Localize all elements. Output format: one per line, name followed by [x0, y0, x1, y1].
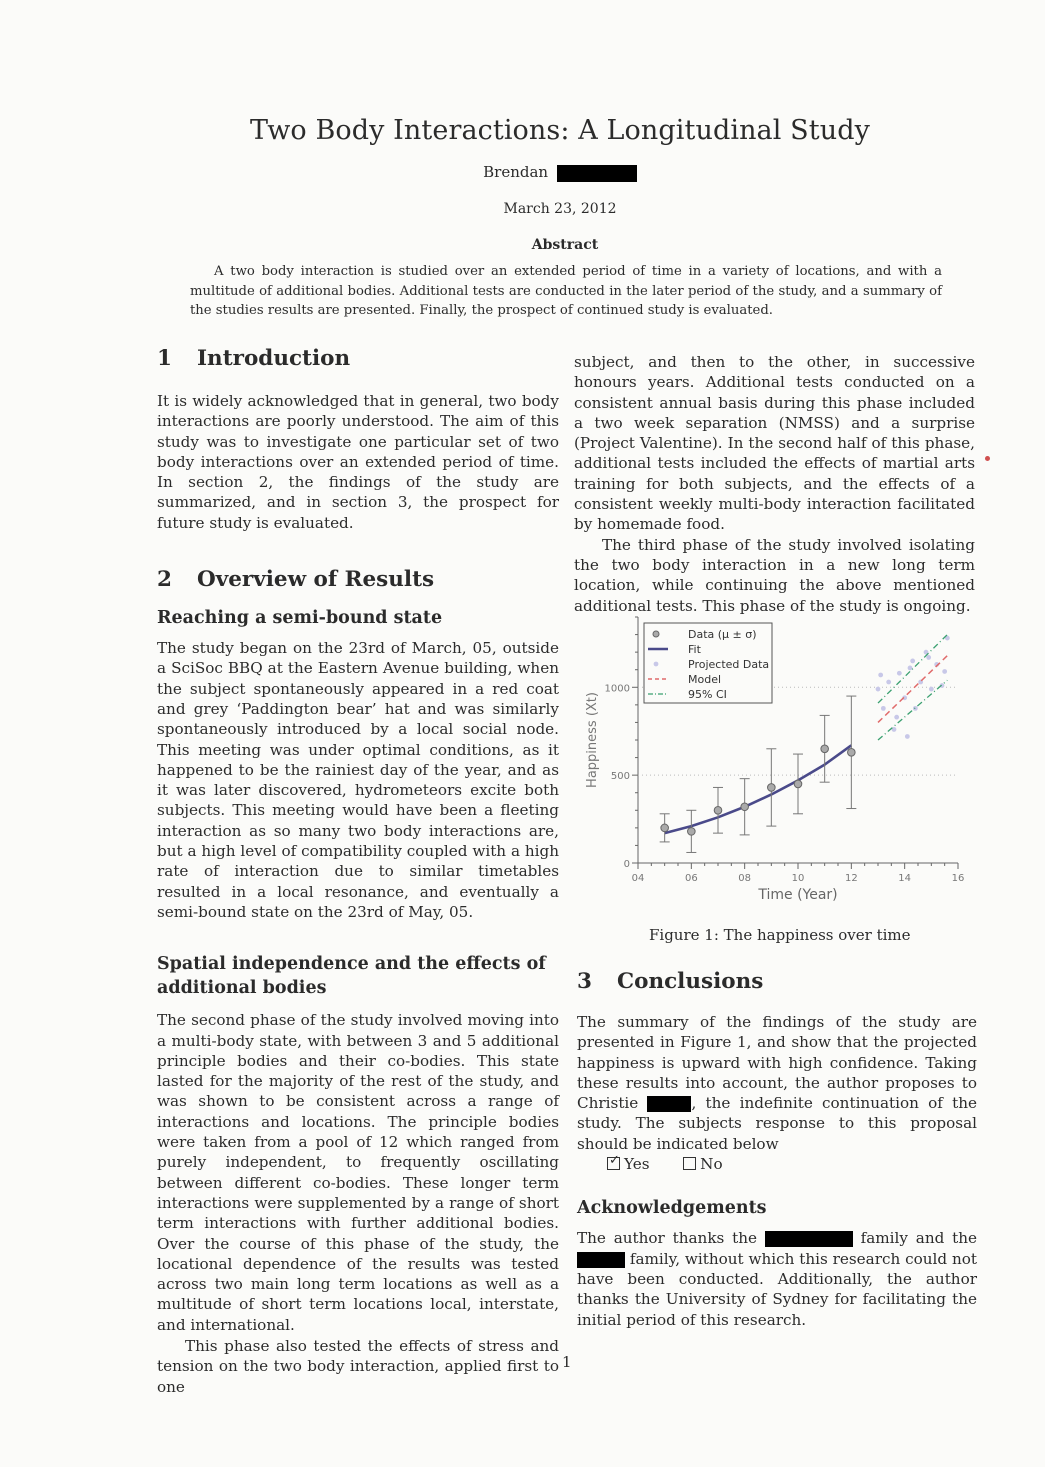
- redacted-name: [647, 1096, 691, 1112]
- margin-dot: [985, 456, 990, 461]
- model-line: [878, 656, 947, 723]
- subsection-heading: Spatial independence and the effects of additional bodies: [157, 954, 546, 999]
- data-point: [741, 803, 749, 811]
- projected-point: [908, 666, 913, 671]
- overview-body-1: [157, 638, 559, 922]
- overview-paragraph: This phase also tested the effects of stress and tension on the two body interaction, applied first to one: [157, 1336, 559, 1396]
- overview-paragraph: subject, and then to the other, in successive honours years. Additional tests conducted on a consistent annual basis during this phase included a two week separation (NMSS) and a surprise (Project Valentine). In the second half of this phase, additional tests included the effects of martial arts training for both subjects, and the effects of a consistent weekly multi-body interaction facilitated by homemade food.: [574, 353, 975, 534]
- legend-swatch: [654, 662, 659, 667]
- right-column-text: [574, 352, 975, 616]
- data-point: [661, 824, 669, 832]
- section-number: 1: [157, 346, 172, 371]
- section-3-heading: [577, 969, 977, 994]
- section-title: Overview of Results: [197, 567, 435, 593]
- projected-point: [876, 687, 881, 692]
- projected-point: [881, 706, 886, 711]
- x-tick-label: 16: [951, 873, 965, 884]
- no-label: No: [700, 1155, 723, 1174]
- section-2-heading: [157, 567, 559, 592]
- section-1-heading: [157, 346, 559, 371]
- author-name: Brendan: [483, 163, 549, 181]
- paper-title: Two Body Interactions: A Longitudinal Study: [250, 115, 870, 146]
- section-title: Conclusions: [617, 969, 764, 994]
- x-tick-label: 12: [844, 873, 858, 884]
- redacted-family-2: [577, 1252, 625, 1268]
- data-point: [688, 828, 696, 836]
- x-tick-label: 06: [684, 873, 698, 884]
- happiness-chart: [578, 605, 973, 905]
- projected-point: [929, 687, 934, 692]
- yes-label: Yes: [624, 1155, 650, 1174]
- checkmark-icon: ✓: [609, 1153, 620, 1169]
- redacted-surname: [557, 165, 637, 182]
- response-options: [577, 1154, 977, 1174]
- yes-checkbox[interactable]: [607, 1153, 620, 1170]
- conclusions-paragraph: [577, 1012, 977, 1154]
- ci-lower-line: [878, 680, 947, 740]
- y-tick-label: 0: [623, 859, 630, 870]
- legend-label: Fit: [688, 643, 701, 656]
- conclusions-text-a: The summary of the findings of the study are presented in Figure 1, and show that the projected happiness is upward with high confidence. Taking these results into account, the author proposes to Christie: [577, 1013, 977, 1113]
- projected-point: [878, 673, 883, 678]
- y-tick-label: 1000: [604, 683, 630, 695]
- legend-label: Data (μ ± σ): [688, 628, 757, 641]
- x-tick-label: 14: [898, 873, 912, 884]
- legend-label: 95% CI: [688, 688, 727, 701]
- conclusions-block: [577, 969, 977, 1330]
- ack-text-b: family and the: [860, 1229, 977, 1248]
- x-tick-label: 08: [738, 873, 752, 884]
- ack-text-a: The author thanks the: [577, 1229, 757, 1248]
- abstract-heading: Abstract: [531, 237, 599, 253]
- acknowledgements-paragraph: [577, 1228, 977, 1329]
- left-column: [157, 346, 559, 1397]
- projected-point: [894, 715, 899, 720]
- abstract-text: A two body interaction is studied over an extended period of time in a variety of locations, and with a multitude of additional bodies. Additional tests are conducted in the later period of the study, and a summary of the studies results are presented. Finally, the prospect of continued study is evaluated.: [190, 264, 942, 318]
- y-tick-label: 500: [610, 771, 630, 783]
- figure-caption: Figure 1: The happiness over time: [649, 926, 911, 944]
- acknowledgements-body: [577, 1228, 977, 1329]
- conclusions-text-b: , the indefinite continuation of the study. The subjects response to this proposal should be indicated below: [577, 1094, 977, 1153]
- ci-upper-line: [878, 635, 947, 704]
- author-line: [0, 163, 1045, 182]
- fit-line: [665, 745, 852, 833]
- section-number: 2: [157, 567, 172, 593]
- data-point: [848, 749, 856, 757]
- intro-body: [157, 391, 559, 533]
- overview-body-2: [157, 1010, 559, 1397]
- intro-paragraph: It is widely acknowledged that in general, two body interactions are poorly understood. The aim of this study was to investigate one particular set of two body interactions over an extended period of time. In section 2, the findings of the study are summarized, and in section 3, the prospect for future study is evaluated.: [157, 392, 559, 532]
- overview-paragraph: The second phase of the study involved moving into a multi-body state, with between 3 and 5 additional principle bodies and their co-bodies. This state lasted for the majority of the rest of the study, and was shown to be consistent across a range of interactions and locations. The principle bodies were taken from a pool of 12 which ranged from purely independent, to frequently oscillating between different co-bodies. These longer term interactions were supplemented by a range of short term interactions with further additional bodies. Over the course of this phase of the study, the locational dependence of the results was tested across two main long term locations as well as a multitude of short term locations local, interstate, and international.: [157, 1011, 559, 1334]
- paper-date: March 23, 2012: [503, 201, 617, 217]
- overview-paragraph: The third phase of the study involved isolating the two body interaction in a new long term location, while continuing the above mentioned additional tests. This phase of the study is ongoing.: [574, 535, 975, 615]
- page-number: 1: [562, 1353, 572, 1371]
- legend-label: Model: [688, 673, 722, 686]
- projected-point: [897, 671, 902, 676]
- projected-point: [926, 655, 931, 660]
- no-checkbox[interactable]: [683, 1157, 696, 1170]
- legend-label: Projected Data: [688, 658, 770, 671]
- redacted-family-1: [765, 1231, 853, 1247]
- y-axis-label: Happiness (Xt): [585, 692, 600, 788]
- conclusions-body: [577, 1012, 977, 1174]
- data-point: [821, 745, 829, 753]
- section-title: Introduction: [197, 346, 351, 371]
- projected-point: [942, 669, 947, 674]
- x-axis-label: Time (Year): [758, 887, 838, 903]
- section-number: 3: [577, 969, 592, 994]
- data-point: [768, 784, 776, 792]
- acknowledgements-heading: Acknowledgements: [577, 1198, 767, 1219]
- projected-point: [910, 659, 915, 664]
- legend-swatch: [653, 631, 659, 637]
- subsection-heading: Reaching a semi-bound state: [157, 608, 443, 629]
- data-point: [794, 780, 802, 788]
- x-tick-label: 04: [631, 873, 645, 884]
- overview-paragraph: The study began on the 23rd of March, 05, outside a SciSoc BBQ at the Eastern Avenue building, when the subject spontaneously appeared in a red coat and grey ‘Paddington bear’ hat and was similarly spontaneously introduced by a local social node. This meeting was under optimal conditions, as it happened to be the rainiest day of the year, and as it was later discovered, hydrometeors excite both subjects. This meeting would have been a fleeting interaction as so many two body interactions are, but a high level of compatibility coupled with a high rate of interaction due to similar timetables resulted in a local resonance, and eventually a semi-bound state on the 23rd of May, 05.: [157, 639, 559, 921]
- projected-point: [905, 734, 910, 739]
- projected-point: [886, 680, 891, 685]
- data-point: [714, 806, 722, 814]
- ack-text-c: family, without which this research could not have been conducted. Additionally, the author thanks the University of Sydney for facilitating the initial period of this research.: [577, 1249, 977, 1329]
- x-tick-label: 10: [791, 873, 805, 884]
